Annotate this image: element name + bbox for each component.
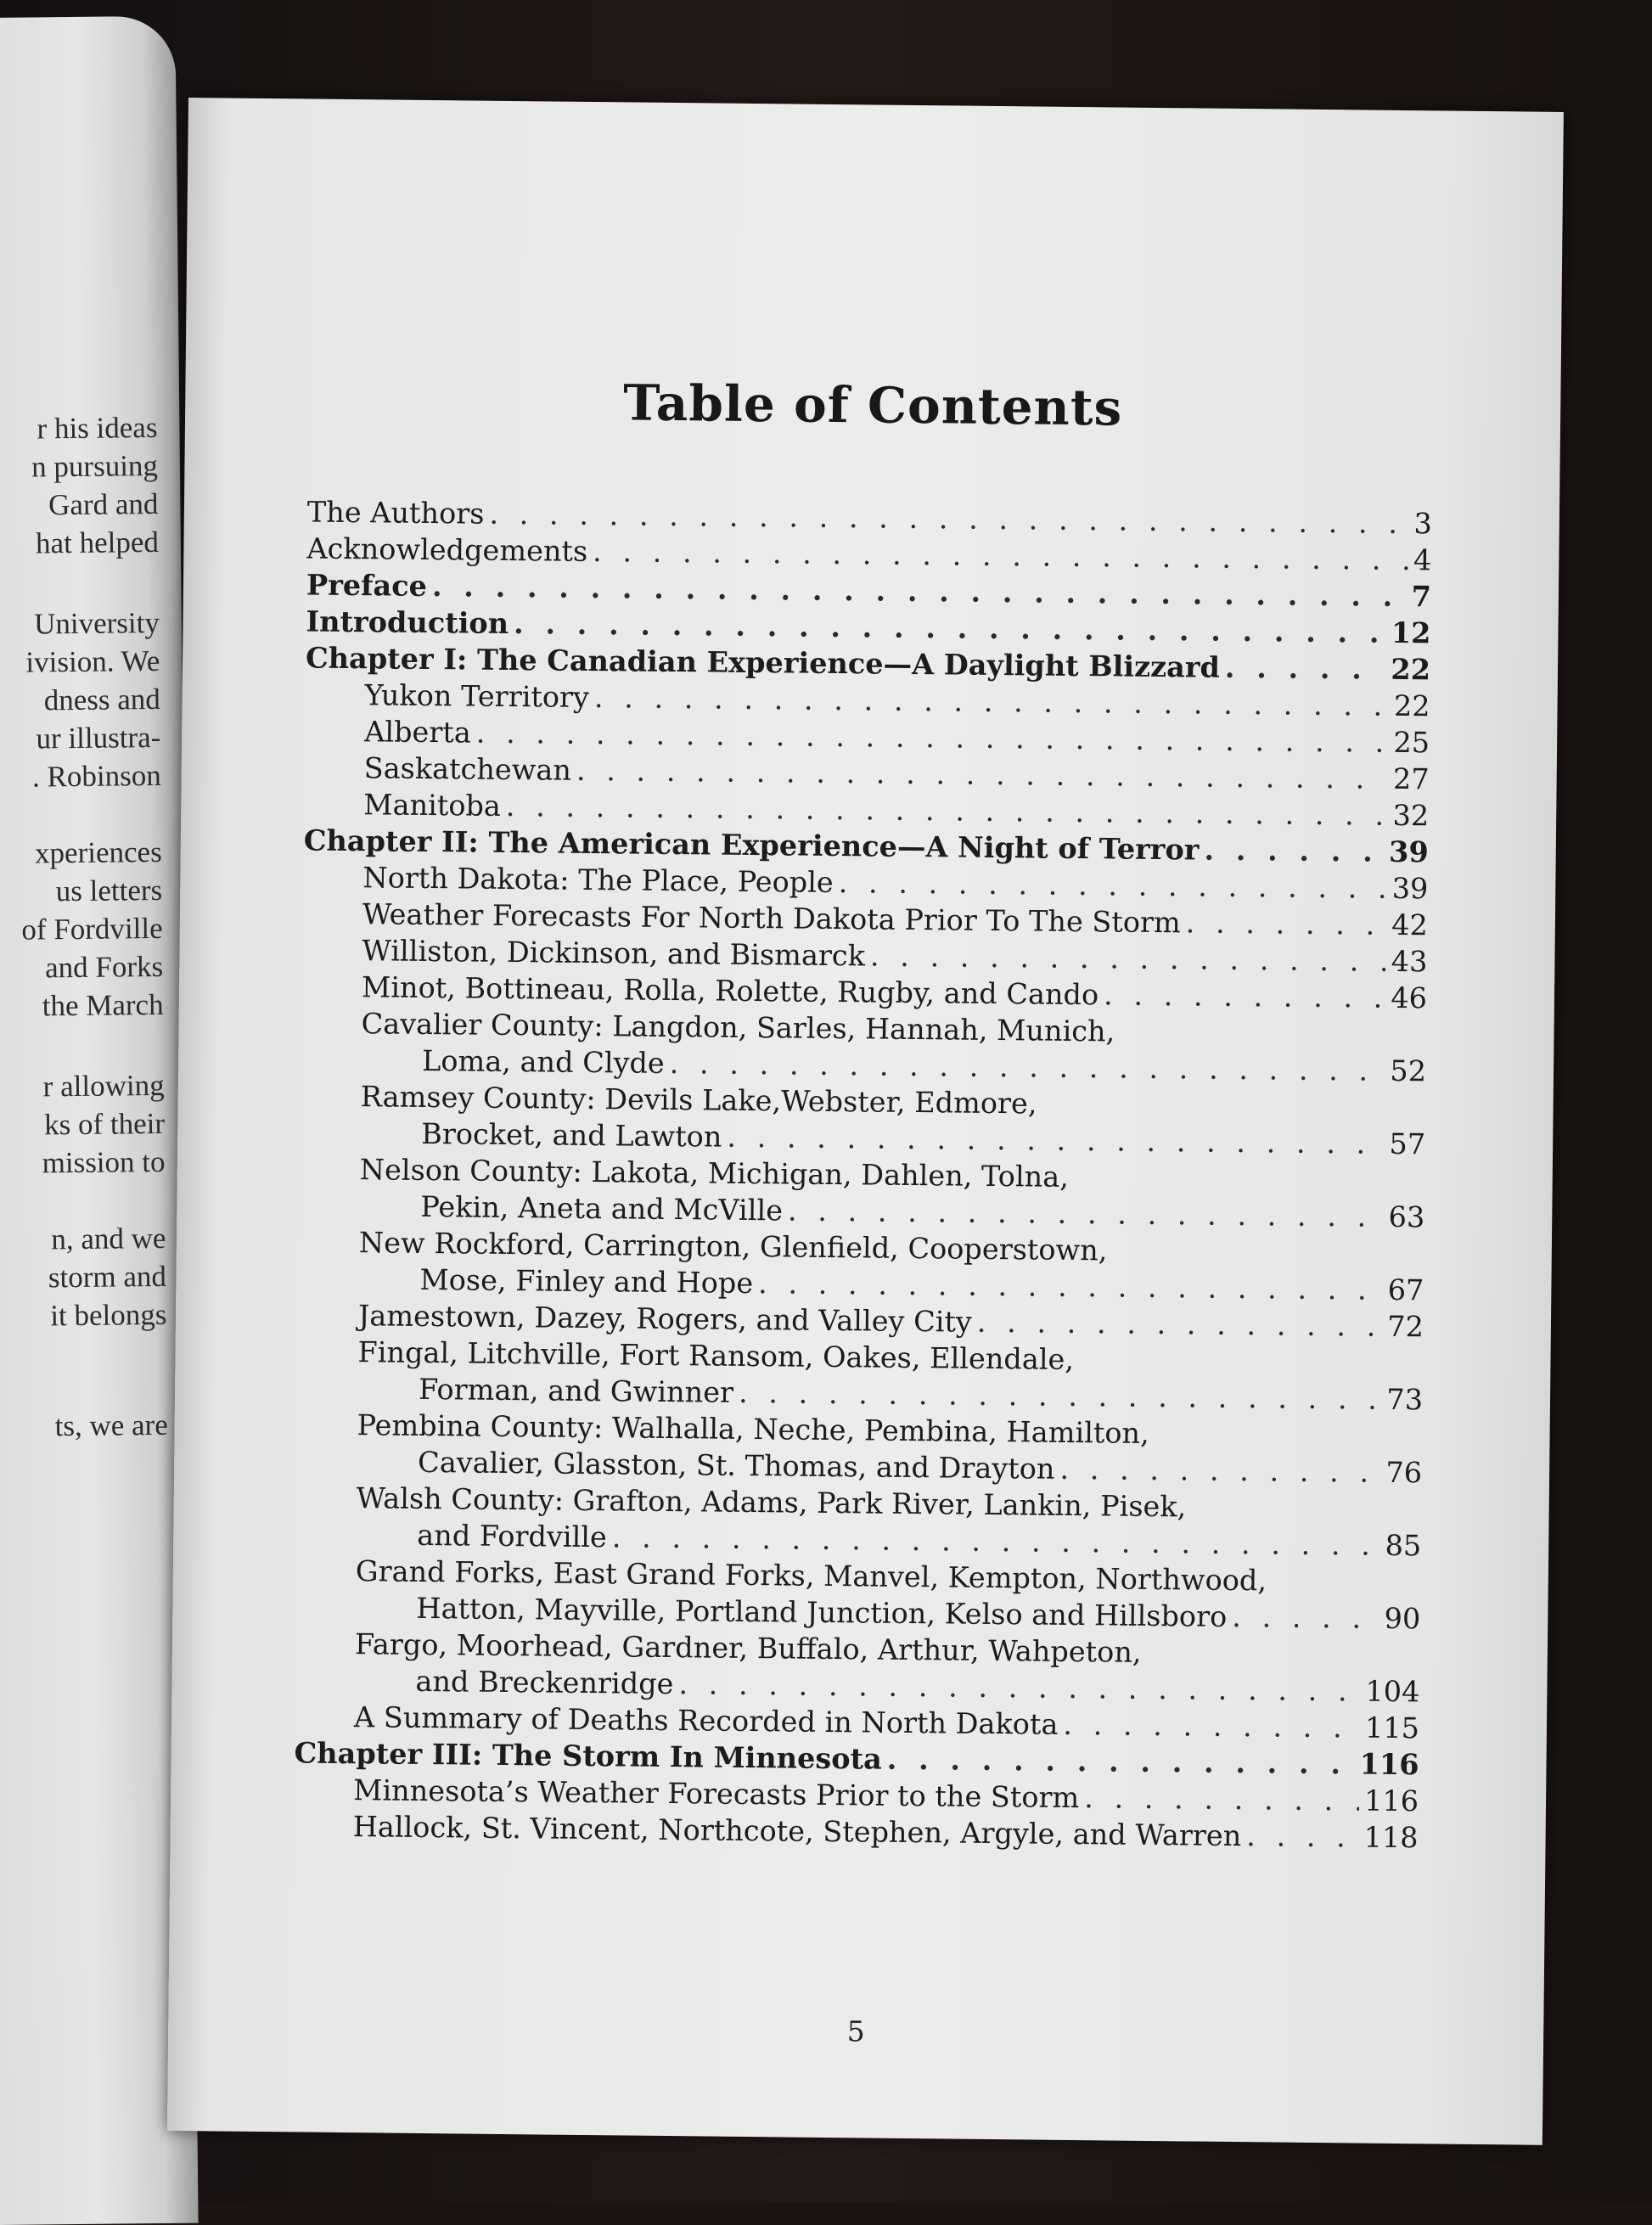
toc-entry-page: 116 [1359,1747,1419,1782]
toc-entry-page: 116 [1363,1784,1419,1818]
toc-entry-label: Fingal, Litchville, Fort Ransom, Oakes, Ellendale, [357,1335,1075,1377]
toc-entry-page: 7 [1411,580,1432,614]
toc-entry-label: Cavalier County: Langdon, Sarles, Hannah, Munich, [361,1007,1115,1048]
left-page-text-line: ivision. We [25,643,160,679]
toc-entry-label: Chapter II: The American Experience—A Night of Terror [303,823,1200,867]
toc-entry [299,1223,1424,1308]
toc-entry-label: Chapter I: The Canadian Experience—A Daylight Blizzard [305,641,1221,684]
toc-entry-label: A Summary of Deaths Recorded in North Dakota [353,1700,1059,1741]
toc-entry-page: 63 [1388,1200,1425,1234]
toc-leader-dots [1104,976,1386,1015]
left-page-text-line: Gard and [48,486,159,522]
toc-leader-dots [758,1265,1383,1308]
left-page-text-line: University [33,605,160,641]
toc-entry-page: 43 [1391,944,1428,979]
toc-entry-label-continued: Cavalier, Glasston, St. Thomas, and Drayton [417,1445,1055,1486]
toc-entry-label: Nelson County: Lakota, Michigan, Dahlen, Tolna, [359,1153,1070,1194]
left-page-text-line: of Fordville [21,911,163,947]
left-page-text-line: . Robinson [31,758,161,794]
toc-entry-page: 115 [1364,1711,1420,1745]
left-page-text-line: r his ideas [37,410,158,446]
toc-entry-label: Preface [306,568,428,603]
toc-entry-page: 39 [1388,834,1429,869]
toc-leader-dots [1059,1451,1380,1491]
toc-entry-label: Alberta [363,715,472,750]
toc-entry-page: 4 [1413,543,1432,577]
left-page-text-line: xperiences [34,834,162,870]
toc-entry-page: 73 [1386,1382,1424,1417]
toc-entry-label: Grand Forks, East Grand Forks, Manvel, Kempton, Northwood, [355,1554,1267,1598]
toc-leader-dots [1232,1599,1379,1637]
left-facing-page [0,16,199,2225]
left-page-text-line: storm and [48,1259,167,1295]
toc-entry-label-continued: Brocket, and Lawton [421,1116,722,1154]
left-page-text-line: hat helped [35,525,160,560]
toc-entry [298,1333,1424,1418]
toc-entry-page: 76 [1385,1455,1423,1490]
toc-entry-page: 85 [1385,1528,1422,1563]
toc-entry-label: Jamestown, Dazey, Rogers, and Valley City [357,1299,973,1339]
left-page-text-line: ks of their [43,1106,166,1142]
right-page [167,98,1564,2145]
toc-leader-dots [1225,649,1386,688]
left-page-text-line: and Forks [44,949,164,985]
toc-entry-page: 22 [1393,688,1430,723]
toc-entry-label-continued: Forman, and Gwinner [418,1372,734,1409]
page-number: 5 [846,2014,865,2048]
toc-leader-dots [839,864,1387,907]
left-page-text-line: mission to [42,1144,166,1180]
toc-entry-label: New Rockford, Carrington, Glenfield, Cooperstown, [358,1226,1108,1267]
toc-entry-label-continued: Pekin, Aneta and McVille [420,1189,784,1228]
table-of-contents [293,493,1432,1856]
toc-entry [300,1150,1425,1235]
toc-leader-dots [1186,904,1387,942]
toc-entry-label: Minot, Bottineau, Rolla, Rolette, Rugby, and Cando [361,970,1099,1012]
toc-entry-label: Weather Forecasts For North Dakota Prior To The Storm [362,897,1181,940]
toc-entry [295,1552,1421,1637]
toc-entry [297,1406,1423,1491]
left-page-text-line: it belongs [50,1297,167,1333]
toc-entry-page: 39 [1391,871,1429,906]
toc-entry-label: Fargo, Moorhead, Gardner, Buffalo, Arthur, Wahpeton, [354,1627,1142,1669]
page-title: Table of Contents [622,374,1123,437]
toc-entry-label: Introduction [306,604,509,640]
toc-entry-label: Chapter III: The Storm In Minnesota [294,1736,882,1776]
toc-entry [295,1625,1420,1710]
toc-entry-page: 42 [1391,907,1429,942]
left-page-text-line: dness and [43,682,161,717]
toc-entry-label: Acknowledgements [306,531,588,568]
toc-entry-page: 25 [1393,725,1430,760]
toc-entry-page: 12 [1391,615,1431,650]
toc-entry-label-continued: and Fordville [417,1518,608,1554]
toc-leader-dots [1084,1779,1359,1818]
toc-leader-dots [1204,832,1384,870]
left-page-text-line: us letters [55,873,163,908]
left-page-text-line: the March [42,987,164,1023]
toc-entry-page: 118 [1363,1820,1419,1855]
toc-leader-dots [977,1304,1383,1345]
toc-entry [301,1077,1426,1162]
toc-leader-dots [887,1741,1355,1783]
toc-entry-label: Manitoba [363,788,502,823]
toc-entry-label: Yukon Territory [364,678,590,714]
toc-entry-page: 72 [1387,1309,1424,1344]
toc-leader-dots [788,1192,1384,1234]
toc-entry-page: 67 [1387,1273,1424,1307]
left-page-text-line: n, and we [51,1221,166,1256]
toc-entry-label: Minnesota’s Weather Forecasts Prior to the Storm [352,1773,1080,1815]
toc-entry-page: 104 [1365,1674,1420,1709]
left-page-text-line: ur illustra- [36,720,161,756]
toc-entry [296,1479,1422,1564]
toc-entry-page: 3 [1413,507,1433,541]
toc-entry-label-continued: Hatton, Mayville, Portland Junction, Kelso and Hillsboro [416,1591,1228,1633]
toc-entry-label: Ramsey County: Devils Lake,Webster, Edmore, [360,1080,1037,1121]
toc-entry-page: 32 [1392,798,1430,833]
toc-entry-page: 52 [1390,1054,1427,1088]
toc-leader-dots [870,937,1386,979]
toc-entry-label: Pembina County: Walhalla, Neche, Pembina, Hamilton, [357,1408,1149,1450]
toc-entry-label-continued: Loma, and Clyde [421,1043,665,1080]
toc-entry-page: 57 [1389,1127,1426,1161]
toc-entry-label: Walsh County: Grafton, Adams, Park River, Lankin, Pisek, [356,1481,1187,1524]
left-page-text-line: ts, we are [54,1407,168,1443]
toc-entry-label-continued: Mose, Finley and Hope [419,1262,754,1301]
toc-entry-label: Hallock, St. Vincent, Northcote, Stephen, Argyle, and Warren [352,1810,1242,1853]
left-page-text-line: n pursuing [31,448,159,484]
toc-entry-label-continued: and Breckenridge [415,1664,674,1701]
toc-entry-label: The Authors [306,495,485,531]
toc-leader-dots [1246,1818,1359,1855]
toc-entry-label: Saskatchewan [363,751,572,787]
toc-entry-page: 27 [1392,761,1430,796]
toc-entry-page: 46 [1391,980,1428,1015]
toc-entry-page: 22 [1391,652,1431,687]
left-page-text-line: r allowing [42,1068,165,1104]
toc-leader-dots [1063,1706,1360,1746]
toc-entry [301,1004,1427,1089]
toc-entry-page: 90 [1384,1601,1421,1636]
toc-entry-label: North Dakota: The Place, People [362,861,834,900]
toc-entry-label: Williston, Dickinson, and Bismarck [362,934,866,973]
